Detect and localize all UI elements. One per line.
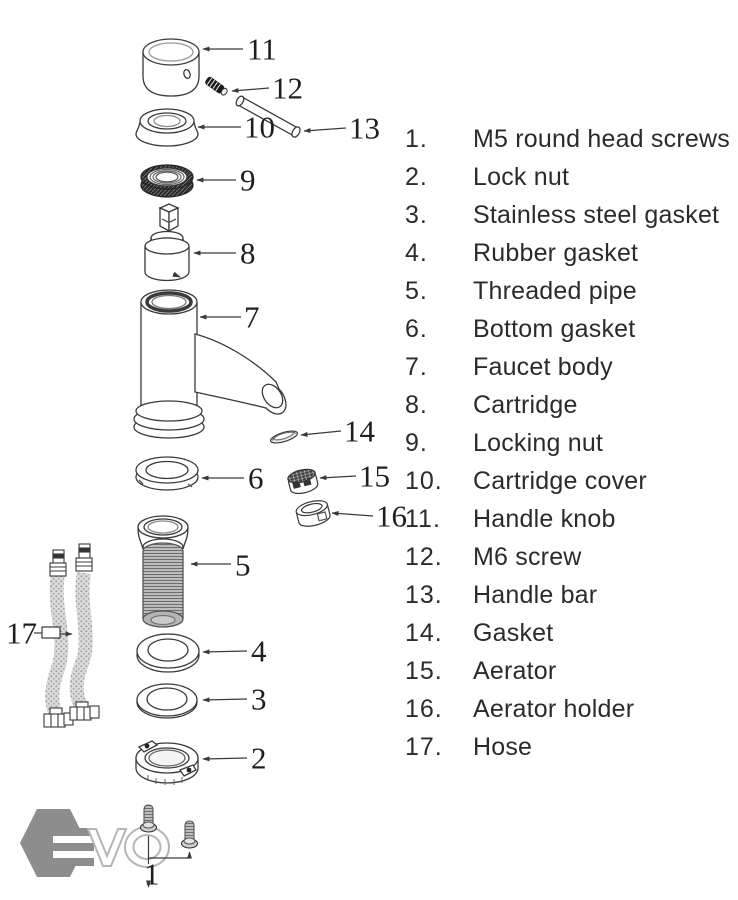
parts-list-row — [405, 386, 735, 424]
part-name: Handle knob — [473, 504, 616, 533]
part-cartridge-cover — [136, 109, 198, 146]
part-stainless-gasket — [137, 684, 197, 718]
part-number: 10. — [405, 466, 443, 495]
callout-17: 17 — [6, 615, 37, 651]
part-lock-nut — [136, 741, 198, 785]
callout-3: 3 — [251, 681, 267, 717]
part-gasket — [269, 429, 298, 446]
part-name: Bottom gasket — [473, 314, 636, 343]
parts-list-row — [405, 728, 735, 766]
part-number: 14. — [405, 618, 443, 647]
parts-list-row — [405, 234, 735, 272]
callout-8: 8 — [240, 235, 256, 271]
part-name: Gasket — [473, 618, 554, 647]
part-m6-screw — [205, 76, 229, 96]
callout-14: 14 — [344, 413, 375, 449]
parts-list-row — [405, 158, 735, 196]
parts-list-row — [405, 196, 735, 234]
parts-list-row — [405, 272, 735, 310]
part-name: Hose — [473, 732, 533, 761]
part-faucet-body — [134, 290, 287, 438]
part-number: 11. — [405, 504, 441, 533]
part-number: 9. — [405, 428, 428, 457]
parts-list-row — [405, 310, 735, 348]
parts-list-row — [405, 576, 735, 614]
part-name: Aerator — [473, 656, 557, 685]
part-number: 8. — [405, 390, 428, 419]
callout-15: 15 — [359, 458, 390, 494]
part-bottom-gasket — [136, 457, 198, 490]
part-number: 7. — [405, 352, 428, 381]
part-aerator-holder — [295, 498, 332, 529]
part-name: Threaded pipe — [473, 276, 637, 305]
callout-12: 12 — [272, 70, 303, 106]
callout-7: 7 — [244, 299, 260, 335]
parts-list-row — [405, 500, 735, 538]
part-name: M5 round head screws — [473, 124, 730, 153]
part-cartridge — [145, 204, 189, 280]
parts-list-row — [405, 424, 735, 462]
parts-list-row — [405, 120, 735, 158]
part-handle-knob — [143, 39, 199, 96]
part-name: Handle bar — [473, 580, 598, 609]
part-name: Stainless steel gasket — [473, 200, 720, 229]
part-number: 5. — [405, 276, 428, 305]
part-number: 3. — [405, 200, 428, 229]
part-threaded-pipe — [138, 516, 188, 627]
part-name: Cartridge — [473, 390, 578, 419]
parts-list-row — [405, 652, 735, 690]
callout-11: 11 — [247, 31, 277, 67]
callout-4: 4 — [251, 633, 267, 669]
part-number: 16. — [405, 694, 443, 723]
part-locking-nut — [141, 165, 193, 197]
part-number: 12. — [405, 542, 443, 571]
parts-list-row — [405, 614, 735, 652]
part-number: 4. — [405, 238, 428, 267]
part-name: Aerator holder — [473, 694, 635, 723]
part-name: M6 screw — [473, 542, 582, 571]
parts-list-row — [405, 462, 735, 500]
part-number: 15. — [405, 656, 443, 685]
parts-list — [405, 120, 735, 766]
callout-labels — [6, 32, 407, 892]
parts-list-row — [405, 348, 735, 386]
part-rubber-gasket — [137, 634, 199, 672]
part-number: 2. — [405, 162, 428, 191]
part-number: 17. — [405, 732, 443, 761]
callout-1: 1 — [144, 856, 160, 892]
callout-10: 10 — [244, 109, 275, 145]
part-number: 1. — [405, 124, 428, 153]
part-name: Locking nut — [473, 428, 604, 457]
callout-2: 2 — [251, 740, 267, 776]
callout-16: 16 — [376, 498, 407, 534]
part-name: Lock nut — [473, 162, 570, 191]
callout-5: 5 — [235, 547, 251, 583]
callout-13: 13 — [349, 110, 380, 146]
part-name: Rubber gasket — [473, 238, 639, 267]
part-name: Faucet body — [473, 352, 613, 381]
part-aerator — [286, 467, 319, 496]
callout-9: 9 — [240, 162, 256, 198]
parts-list-row — [405, 538, 735, 576]
leader-lines — [34, 49, 373, 887]
part-number: 6. — [405, 314, 428, 343]
part-name: Cartridge cover — [473, 466, 647, 495]
parts-list-row — [405, 690, 735, 728]
part-number: 13. — [405, 580, 443, 609]
callout-6: 6 — [248, 460, 264, 496]
